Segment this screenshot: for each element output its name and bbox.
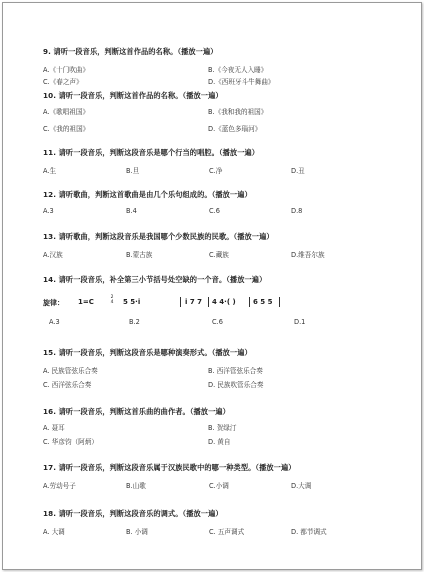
option-a: A. 民族管弦乐合奏 [43, 367, 98, 375]
meter-bottom: 4 [110, 300, 114, 305]
option-c: C.6 [209, 207, 220, 215]
option-d: D. 都节调式 [291, 528, 327, 536]
option-d: D.维吾尔族 [291, 251, 325, 259]
melody-label: 旋律： [43, 299, 64, 307]
barline [208, 297, 209, 307]
question-title: 9. 请听一段音乐，判断这首作品的名称。（播放一遍） [43, 47, 218, 56]
question-title: 13. 请听歌曲，判断这段音乐是我国哪个少数民族的民歌。（播放一遍） [43, 232, 274, 241]
measure-2: i 7 7 [185, 298, 203, 306]
question-title: 17. 请听一段音乐，判断这段音乐属于汉族民歌中的哪一种类型。（播放一遍） [43, 463, 296, 472]
option-a: A.3 [49, 318, 60, 326]
option-b: B.《我和我的祖国》 [208, 108, 268, 116]
option-d: D.丑 [291, 167, 305, 175]
option-d: D. 黄自 [208, 438, 231, 446]
option-c: C.6 [212, 318, 223, 326]
option-a: A.汉族 [43, 251, 63, 259]
measure-4: 6 5 5 [253, 298, 273, 306]
option-b: B.2 [129, 318, 140, 326]
option-b: B.旦 [126, 167, 140, 175]
barline [249, 297, 250, 307]
barline [279, 297, 280, 307]
question-title: 16. 请听一段音乐，判断这首乐曲的曲作者。（播放一遍） [43, 407, 230, 416]
key-signature: 1=C [78, 298, 94, 306]
option-d: D.大调 [291, 482, 312, 490]
document-page [2, 2, 422, 570]
question-title: 10. 请听一段音乐，判断这首作品的名称。（播放一遍） [43, 91, 223, 100]
option-b: B.《今夜无人入睡》 [208, 66, 268, 74]
option-a: A.《十门吹曲》 [43, 66, 90, 74]
question-title: 14. 请听一段音乐，补全第三小节括号处空缺的一个音。（播放一遍） [43, 275, 267, 284]
option-d: D.8 [291, 207, 303, 215]
option-c: C. 华彦钧（阿炳） [43, 438, 98, 446]
option-b: B.蒙古族 [126, 251, 153, 259]
option-a: A.3 [43, 207, 54, 215]
option-a: A.《歌唱祖国》 [43, 108, 90, 116]
melody-notation [43, 294, 303, 312]
option-b: B. 贺绿汀 [208, 424, 237, 432]
option-d: D.《蓝色多瑙河》 [208, 125, 262, 133]
question-title: 11. 请听一段音乐，判断这段音乐是哪个行当的唱腔。（播放一遍） [43, 148, 260, 157]
option-d: D. 民族吹管乐合奏 [208, 381, 264, 389]
option-d: D.《西班牙斗牛舞曲》 [208, 78, 275, 86]
option-c: C.小调 [209, 482, 229, 490]
question-title: 12. 请听歌曲，判断这首歌曲是由几个乐句组成的。（播放一遍） [43, 190, 252, 199]
option-c: C.《我的祖国》 [43, 125, 90, 133]
option-a: A. 聂耳 [43, 424, 65, 432]
option-c: C.净 [209, 167, 223, 175]
option-a: A.生 [43, 167, 57, 175]
option-b: B. 西洋管弦乐合奏 [208, 367, 263, 375]
option-a: A. 大调 [43, 528, 65, 536]
measure-1: 5 5·i [123, 298, 141, 306]
option-b: B.4 [126, 207, 137, 215]
option-d: D.1 [294, 318, 306, 326]
question-title: 18. 请听一段音乐，判断这段音乐的调式。（播放一遍） [43, 509, 223, 518]
option-c: C. 西洋弦乐合奏 [43, 381, 92, 389]
option-c: C. 五声调式 [209, 528, 245, 536]
measure-3: 4 4·( ) [212, 298, 236, 306]
option-c: C.《春之声》 [43, 78, 83, 86]
option-a: A.劳动号子 [43, 482, 76, 490]
question-title: 15. 请听一段音乐，判断这段音乐是哪种演奏形式。（播放一遍） [43, 348, 252, 357]
option-b: B. 小调 [126, 528, 148, 536]
time-signature [108, 295, 116, 305]
meter-top: 2 [110, 295, 114, 300]
barline [180, 297, 181, 307]
option-b: B.山歌 [126, 482, 146, 490]
option-c: C.藏族 [209, 251, 229, 259]
